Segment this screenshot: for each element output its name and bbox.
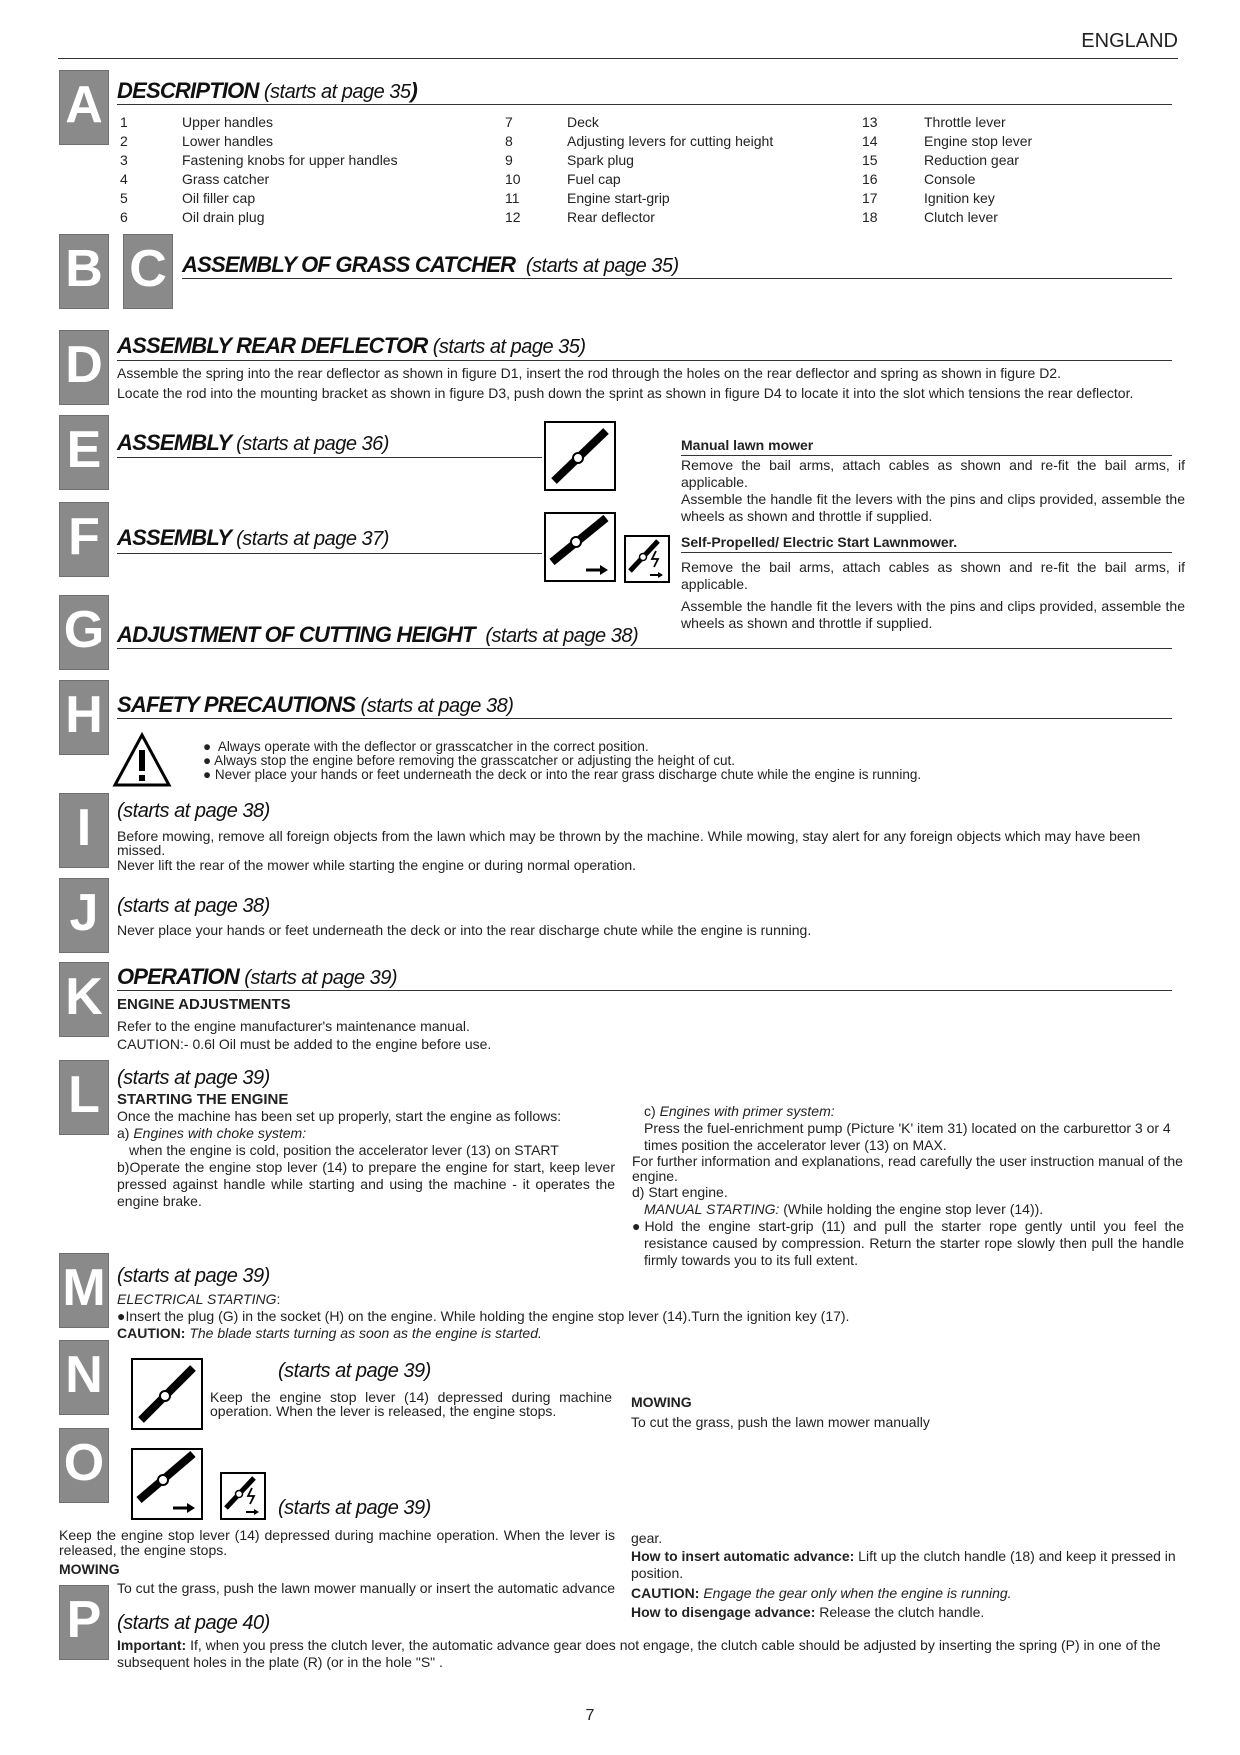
header-rule bbox=[58, 58, 1178, 59]
electric-start-icon-2 bbox=[220, 1472, 266, 1520]
section-c-title: ASSEMBLY OF GRASS CATCHER (starts at page 35) bbox=[182, 252, 679, 277]
part-number: 18 bbox=[862, 209, 878, 225]
part-label: Throttle lever bbox=[924, 114, 1006, 130]
part-number: 11 bbox=[505, 190, 520, 206]
part-number: 15 bbox=[862, 152, 878, 168]
section-e-subrule bbox=[681, 455, 1172, 456]
section-l-left3: when the engine is cold, position the accelerator lever (13) on START bbox=[129, 1142, 559, 1158]
part-number: 2 bbox=[120, 133, 128, 149]
part-label: Oil filler cap bbox=[182, 190, 256, 206]
section-d-title: ASSEMBLY REAR DEFLECTOR (starts at page 35) bbox=[117, 333, 586, 358]
part-label: Oil drain plug bbox=[182, 209, 265, 225]
part-label: Clutch lever bbox=[924, 209, 998, 225]
section-n-heading: MOWING bbox=[631, 1394, 692, 1410]
self-propelled-stop-icon bbox=[131, 1448, 203, 1520]
country-label: ENGLAND bbox=[1081, 30, 1178, 52]
part-label: Rear deflector bbox=[567, 209, 655, 225]
part-label: Engine stop lever bbox=[924, 133, 1033, 149]
part-label: Spark plug bbox=[567, 152, 634, 168]
section-letter-g: G bbox=[59, 595, 109, 670]
section-l-right3: For further information and explanations, read carefully the user instruction manual of the engine. bbox=[632, 1153, 1183, 1184]
section-f-rule bbox=[117, 553, 542, 554]
section-letter-n: N bbox=[59, 1340, 109, 1415]
section-l-left1: Once the machine has been set up properly, start the engine as follows: bbox=[117, 1108, 562, 1124]
handle-lever-icon bbox=[544, 421, 616, 491]
section-l-right5: MANUAL STARTING: (While holding the engine stop lever (14)). bbox=[644, 1201, 1044, 1217]
part-number: 10 bbox=[505, 171, 521, 187]
section-letter-f: F bbox=[59, 502, 109, 577]
section-o-p2: To cut the grass, push the lawn mower manually or insert the automatic advance bbox=[117, 1580, 616, 1596]
section-e-title: ASSEMBLY (starts at page 36) bbox=[117, 430, 389, 455]
section-o-r1: gear. bbox=[631, 1530, 663, 1546]
part-number: 17 bbox=[862, 190, 878, 206]
section-l-right1: c) Engines with primer system: bbox=[644, 1103, 835, 1119]
part-label: Reduction gear bbox=[924, 152, 1019, 168]
section-l-right6: ●Hold the engine start-grip (11) and pull the starter rope gently until you feel the resistance caused by compression. Return the starter rope slowly then pull the handle firmly towards you to its full extent. bbox=[632, 1218, 1184, 1268]
section-m-p1: ●Insert the plug (G) in the socket (H) on the engine. While holding the engine stop lever (14).Turn the ignition key (17). bbox=[117, 1308, 850, 1324]
section-n-p1: Keep the engine stop lever (14) depressed during machine operation. When the lever is released, the engine stops. bbox=[210, 1389, 612, 1419]
section-letter-j: J bbox=[59, 878, 109, 953]
part-label: Adjusting levers for cutting height bbox=[567, 133, 774, 149]
part-label: Console bbox=[924, 171, 976, 187]
section-f-title: ASSEMBLY (starts at page 37) bbox=[117, 525, 389, 550]
section-i-sub: (starts at page 38) bbox=[117, 800, 270, 822]
section-l-sub: (starts at page 39) bbox=[117, 1067, 270, 1089]
part-number: 13 bbox=[862, 114, 878, 130]
safety-bullets bbox=[203, 740, 921, 782]
part-number: 3 bbox=[120, 152, 128, 168]
section-o-p1: Keep the engine stop lever (14) depressed during machine operation. When the lever is released, the engine stops. bbox=[59, 1527, 615, 1558]
section-e-rule bbox=[117, 457, 542, 458]
section-o-sub: (starts at page 39) bbox=[278, 1497, 431, 1519]
section-l-left4: b)Operate the engine stop lever (14) to prepare the engine for start, keep lever pressed against handle while starting and using the machine - it operates the engine brake. bbox=[117, 1159, 615, 1209]
safety-bullet-1: ● Always operate with the deflector or grasscatcher in the correct position. bbox=[203, 739, 649, 754]
section-d-rule bbox=[117, 360, 1172, 361]
section-letter-m: M bbox=[59, 1253, 109, 1328]
section-l-right2: Press the fuel-enrichment pump (Picture 'K' item 31) located on the carburettor 3 or 4 times position the accelerator lever (13) on MAX. bbox=[644, 1120, 1171, 1153]
section-letter-i: I bbox=[59, 793, 109, 868]
part-label: Fastening knobs for upper handles bbox=[182, 152, 398, 168]
section-m-sub: (starts at page 39) bbox=[117, 1265, 270, 1287]
section-p-sub: (starts at page 40) bbox=[117, 1612, 270, 1634]
section-g-rule bbox=[117, 648, 1172, 649]
section-h-rule bbox=[117, 718, 1172, 719]
part-label: Grass catcher bbox=[182, 171, 270, 187]
section-d-line2: Locate the rod into the mounting bracket as shown in figure D3, push down the sprint as shown in figure D4 to locate it into the slot which tensions the rear deflector. bbox=[117, 385, 1134, 401]
section-m-heading: ELECTRICAL STARTING: bbox=[117, 1291, 281, 1307]
section-k-rule bbox=[117, 990, 1172, 991]
electric-start-icon bbox=[624, 535, 670, 583]
section-letter-p: P bbox=[59, 1585, 109, 1660]
section-o-r4: How to disengage advance: Release the clutch handle. bbox=[631, 1604, 985, 1620]
stop-lever-icon bbox=[131, 1358, 203, 1430]
section-l-left2: a) Engines with choke system: bbox=[117, 1125, 307, 1141]
section-f-p2: Assemble the handle fit the levers with the pins and clips provided, assemble the wheels as shown and throttle if supplied. bbox=[681, 598, 1185, 631]
section-k-p1: Refer to the engine manufacturer's maintenance manual. bbox=[117, 1018, 470, 1034]
section-f-subrule bbox=[681, 552, 1172, 553]
section-i-p1: Before mowing, remove all foreign objects from the lawn which may be thrown by the machine. While mowing, stay alert for any foreign objects which may have been missed. bbox=[117, 828, 1141, 858]
section-k-heading: ENGINE ADJUSTMENTS bbox=[117, 996, 291, 1013]
section-letter-l: L bbox=[59, 1060, 109, 1135]
section-o-r2: How to insert automatic advance: Lift up the clutch handle (18) and keep it pressed in position. bbox=[631, 1548, 1176, 1581]
parts-list bbox=[120, 113, 1170, 229]
self-propelled-lever-icon bbox=[544, 512, 616, 582]
section-a-rule bbox=[117, 104, 1172, 105]
section-c-rule bbox=[182, 278, 1172, 279]
part-number: 5 bbox=[120, 190, 128, 206]
section-o-heading: MOWING bbox=[59, 1561, 120, 1577]
part-number: 9 bbox=[505, 152, 513, 168]
section-f-heading: Self-Propelled/ Electric Start Lawnmower. bbox=[681, 534, 958, 550]
part-number: 14 bbox=[862, 133, 878, 149]
section-a-title: DESCRIPTION (starts at page 35) bbox=[117, 78, 418, 103]
section-l-heading: STARTING THE ENGINE bbox=[117, 1091, 289, 1108]
section-e-heading: Manual lawn mower bbox=[681, 437, 814, 453]
part-number: 6 bbox=[120, 209, 128, 225]
section-k-p2: CAUTION:- 0.6l Oil must be added to the engine before use. bbox=[117, 1036, 492, 1052]
part-label: Deck bbox=[567, 114, 599, 130]
page-number: 7 bbox=[585, 1707, 595, 1724]
part-number: 16 bbox=[862, 171, 878, 187]
warning-icon bbox=[112, 732, 172, 788]
section-letter-a: A bbox=[59, 70, 109, 145]
section-d-line1: Assemble the spring into the rear deflector as shown in figure D1, insert the rod through the holes on the rear deflector and spring as shown in figure D2. bbox=[117, 365, 1061, 381]
section-letter-k: K bbox=[59, 962, 109, 1037]
section-letter-c: C bbox=[123, 234, 173, 309]
part-number: 8 bbox=[505, 133, 513, 149]
safety-bullet-3: ● Never place your hands or feet underneath the deck or into the rear grass discharge chute while the engine is running. bbox=[203, 767, 922, 782]
section-e-p1: Remove the bail arms, attach cables as shown and re-fit the bail arms, if applicable. bbox=[681, 457, 1185, 490]
section-letter-d: D bbox=[59, 330, 109, 405]
part-label: Lower handles bbox=[182, 133, 274, 149]
section-letter-h: H bbox=[59, 680, 109, 755]
section-letter-o: O bbox=[59, 1428, 109, 1503]
part-label: Upper handles bbox=[182, 114, 274, 130]
section-h-title: SAFETY PRECAUTIONS (starts at page 38) bbox=[117, 692, 514, 717]
part-label: Ignition key bbox=[924, 190, 995, 206]
section-n-p2: To cut the grass, push the lawn mower manually bbox=[631, 1414, 930, 1430]
part-number: 4 bbox=[120, 171, 128, 187]
section-n-sub: (starts at page 39) bbox=[278, 1360, 431, 1382]
part-label: Engine start-grip bbox=[567, 190, 670, 206]
part-number: 1 bbox=[120, 114, 128, 130]
section-f-p1: Remove the bail arms, attach cables as shown and re-fit the bail arms, if applicable. bbox=[681, 559, 1185, 592]
section-letter-b: B bbox=[59, 234, 109, 309]
section-k-title: OPERATION (starts at page 39) bbox=[117, 964, 398, 989]
section-j-sub: (starts at page 38) bbox=[117, 895, 270, 917]
part-label: Fuel cap bbox=[567, 171, 621, 187]
section-m-caution: CAUTION: The blade starts turning as soon as the engine is started. bbox=[117, 1325, 542, 1341]
section-g-title: ADJUSTMENT OF CUTTING HEIGHT (starts at page 38) bbox=[117, 622, 639, 647]
section-l-right4: d) Start engine. bbox=[632, 1184, 728, 1200]
section-i-p2: Never lift the rear of the mower while starting the engine or during normal operation. bbox=[117, 857, 637, 873]
section-o-r3: CAUTION: Engage the gear only when the engine is running. bbox=[631, 1585, 1012, 1601]
section-e-p2: Assemble the handle fit the levers with the pins and clips provided, assemble the wheels as shown and throttle if supplied. bbox=[681, 491, 1185, 524]
safety-bullet-2: ● Always stop the engine before removing the grasscatcher or adjusting the height of cut. bbox=[203, 753, 735, 768]
part-number: 7 bbox=[505, 114, 513, 130]
part-number: 12 bbox=[505, 209, 521, 225]
section-p-text: Important: If, when you press the clutch lever, the automatic advance gear does not engage, the clutch cable should be adjusted by inserting the spring (P) in one of the subsequent holes in the plate (R) (or in the hole "S" . bbox=[117, 1637, 1161, 1670]
section-j-p1: Never place your hands or feet underneath the deck or into the rear discharge chute while the engine is running. bbox=[117, 922, 812, 938]
section-letter-e: E bbox=[59, 415, 109, 490]
